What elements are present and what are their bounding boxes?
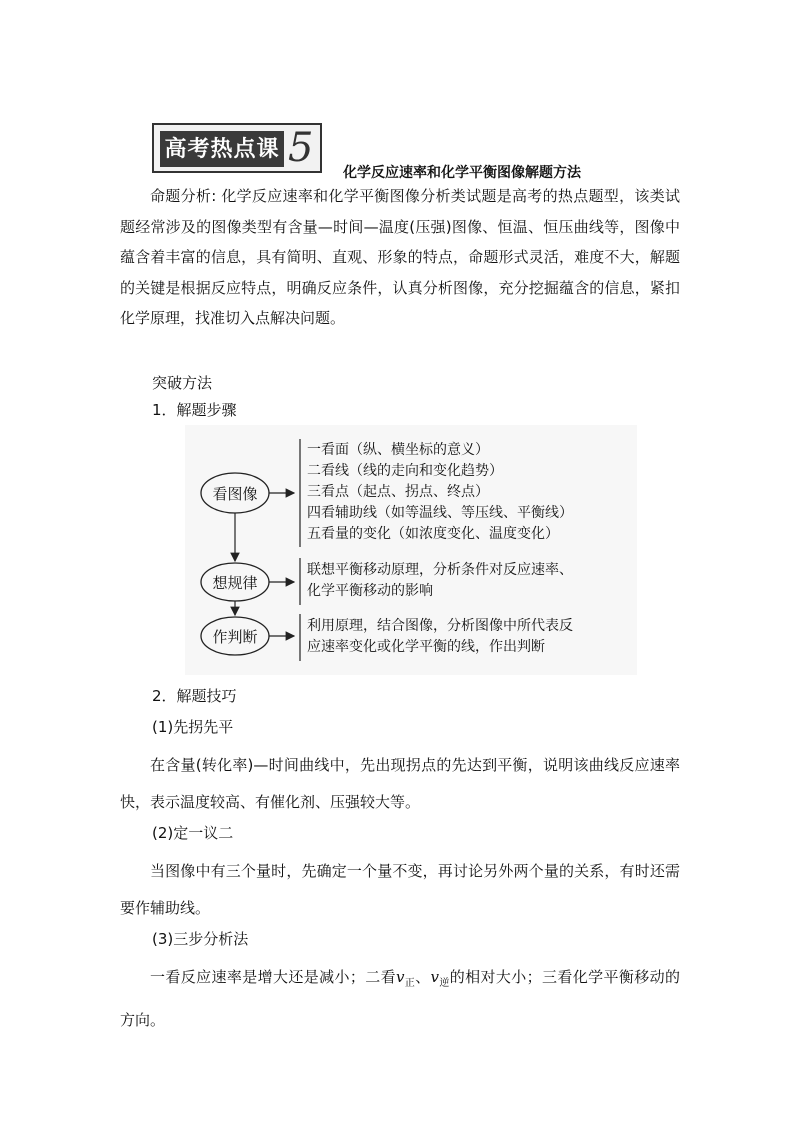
v-reverse-symbol: v bbox=[430, 968, 440, 986]
node1-item: 三看点（起点、拐点、终点） bbox=[307, 484, 489, 500]
tip3-text-a: 一看反应速率是增大还是减小；二看 bbox=[150, 968, 396, 986]
node3-item: 应速率变化或化学平衡的线，作出判断 bbox=[307, 639, 545, 655]
node3-item: 利用原理，结合图像，分析图像中所代表反 bbox=[307, 618, 573, 634]
v-forward-symbol: v bbox=[395, 968, 405, 986]
node2-label: 想规律 bbox=[212, 574, 258, 592]
solving-steps-diagram bbox=[185, 425, 637, 675]
step2-heading: 2．解题技巧 bbox=[152, 687, 237, 705]
step1-heading: 1．解题步骤 bbox=[152, 401, 237, 419]
badge-number: 5 bbox=[288, 125, 314, 171]
node2-items bbox=[307, 560, 573, 602]
lesson-badge bbox=[152, 123, 322, 173]
node3-items bbox=[307, 616, 573, 658]
tip3-body bbox=[120, 959, 680, 1039]
tip3-heading: (3)三步分析法 bbox=[152, 930, 249, 948]
node1-items bbox=[307, 440, 573, 545]
tip2-body: 当图像中有三个量时，先确定一个量不变，再讨论另外两个量的关系，有时还需要作辅助线。 bbox=[120, 862, 680, 917]
v-reverse-subscript: 逆 bbox=[439, 978, 450, 989]
tip1-heading: (1)先拐先平 bbox=[152, 718, 234, 736]
badge-text: 高考热点课 bbox=[160, 131, 284, 167]
node2-item: 联想平衡移动原理，分析条件对反应速率、 bbox=[307, 562, 573, 578]
node1-item: 四看辅助线（如等温线、等压线、平衡线） bbox=[307, 505, 573, 521]
node1-label: 看图像 bbox=[212, 485, 258, 503]
intro-paragraph: 命题分析: 化学反应速率和化学平衡图像分析类试题是高考的热点题型，该类试题经常涉及的图像类型有含量—时间—温度(压强)图像、恒温、恒压曲线等，图像中蕴含着丰富的信息，具有简明、直观、形象的特点，命题形式灵活，难度不大，解题的关键是根据反应特点，明确反应条件，认真分析图像，充分挖掘蕴含的信息，紧扣化学原理，找准切入点解决问题。 bbox=[120, 187, 680, 327]
section-heading: 突破方法 bbox=[152, 374, 213, 392]
tip3-text-b: 的相对大小；三看化学平衡移动的方向。 bbox=[120, 968, 680, 1029]
node1-item: 一看面（纵、横坐标的意义） bbox=[307, 442, 489, 458]
page-title: 化学反应速率和化学平衡图像解题方法 bbox=[343, 165, 581, 181]
node1-item: 五看量的变化（如浓度变化、温度变化） bbox=[307, 526, 559, 542]
node2-item: 化学平衡移动的影响 bbox=[307, 583, 433, 599]
tip1-body: 在含量(转化率)—时间曲线中，先出现拐点的先达到平衡，说明该曲线反应速率快，表示温度较高、有催化剂、压强较大等。 bbox=[120, 756, 680, 811]
v-forward-subscript: 正 bbox=[404, 978, 416, 989]
tip2-heading: (2)定一议二 bbox=[152, 824, 234, 842]
node1-item: 二看线（线的走向和变化趋势） bbox=[307, 463, 503, 479]
node3-label: 作判断 bbox=[212, 628, 258, 646]
tip3-sep: 、 bbox=[415, 968, 431, 986]
